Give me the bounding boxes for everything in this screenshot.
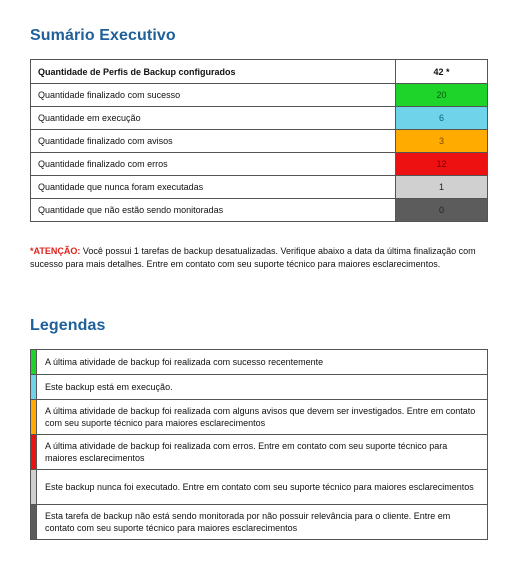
summary-row-label: Quantidade finalizado com avisos (31, 130, 396, 153)
legend-row-unmonitored (31, 505, 488, 540)
warning-note (30, 245, 490, 270)
legend-row-errors (31, 435, 488, 470)
summary-title: Sumário Executivo (30, 27, 176, 44)
summary-row-value: 0 (396, 199, 488, 222)
legend-row-never-run (31, 470, 488, 505)
legend-text: Esta tarefa de backup não está sendo monitorada por não possuir relevância para o cliente. Entre em contato com seu suporte técnico para maiores esclarecimentos (37, 505, 488, 540)
summary-row-value: 12 (396, 153, 488, 176)
summary-row-warnings (31, 130, 488, 153)
summary-row-value: 3 (396, 130, 488, 153)
legend-text: A última atividade de backup foi realizada com sucesso recentemente (37, 350, 488, 375)
summary-row-errors (31, 153, 488, 176)
summary-row-value: 6 (396, 107, 488, 130)
legend-text: Este backup nunca foi executado. Entre em contato com seu suporte técnico para maiores esclarecimentos (37, 470, 488, 505)
summary-row-never-run (31, 176, 488, 199)
warning-text: Você possui 1 tarefas de backup desatualizadas. Verifique abaixo a data da última finalização com sucesso para mais detalhes. Entre em contato com seu suporte técnico para maiores esclarecimentos. (30, 246, 476, 269)
legend-text: A última atividade de backup foi realizada com alguns avisos que devem ser investigados. Entre em contato com seu suporte técnico para maiores esclarecimentos (37, 400, 488, 435)
summary-header-label: Quantidade de Perfis de Backup configurados (31, 60, 396, 84)
summary-row-unmonitored (31, 199, 488, 222)
summary-header-value: 42 * (396, 60, 488, 84)
legend-row-warnings (31, 400, 488, 435)
summary-row-label: Quantidade finalizado com sucesso (31, 84, 396, 107)
summary-row-success (31, 84, 488, 107)
summary-row-running (31, 107, 488, 130)
summary-row-label: Quantidade que não estão sendo monitoradas (31, 199, 396, 222)
summary-header-row (31, 60, 488, 84)
summary-row-value: 1 (396, 176, 488, 199)
legend-title: Legendas (30, 317, 106, 334)
summary-row-value: 20 (396, 84, 488, 107)
legend-row-running (31, 375, 488, 400)
legend-text: Este backup está em execução. (37, 375, 488, 400)
summary-row-label: Quantidade que nunca foram executadas (31, 176, 396, 199)
legend-text: A última atividade de backup foi realizada com erros. Entre em contato com seu suporte técnico para maiores esclarecimentos (37, 435, 488, 470)
warning-label: *ATENÇÃO: (30, 246, 81, 256)
summary-row-label: Quantidade em execução (31, 107, 396, 130)
legend-row-success (31, 350, 488, 375)
summary-row-label: Quantidade finalizado com erros (31, 153, 396, 176)
legend-table (30, 349, 488, 540)
summary-table (30, 59, 488, 222)
